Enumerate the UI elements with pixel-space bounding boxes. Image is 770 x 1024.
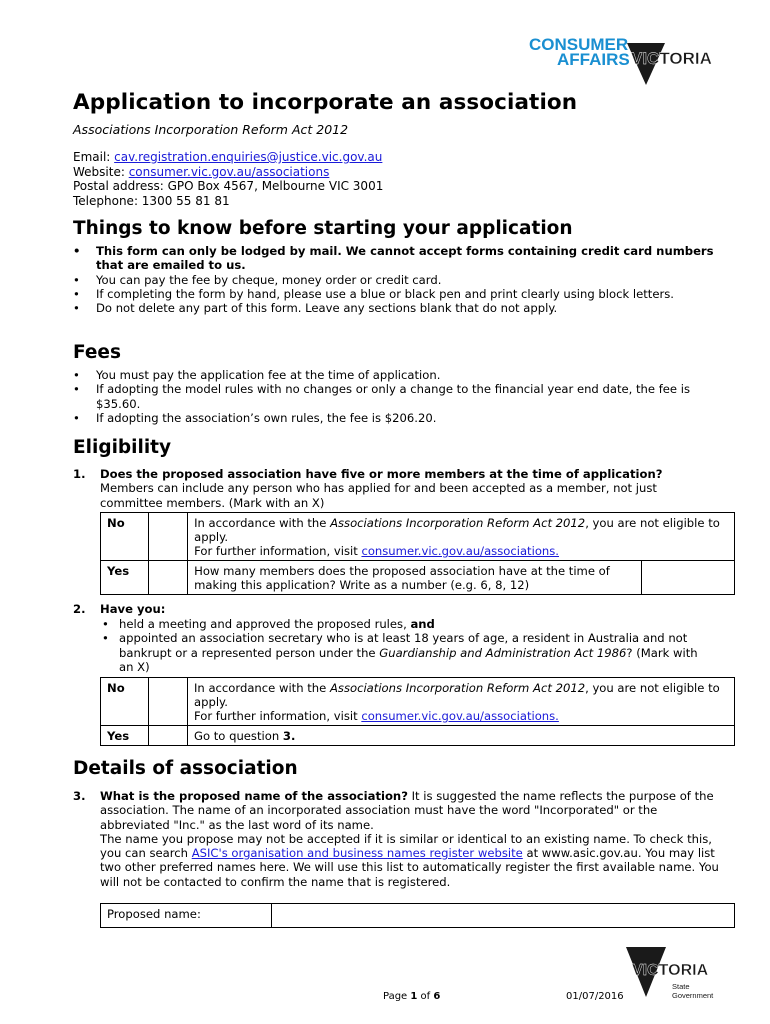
victoria-state-government-logo (626, 945, 730, 1003)
list-item: • appointed an association secretary who is at least 18 years of age, a resident in Australia and not bankrupt or a represented person under the Guardianship and Administration Act 1986? (Mark with an X) (100, 631, 710, 674)
q1-yes-question: How many members does the proposed association have at the time of making this application? Write as a number (e.g. 6, 8, 12) (188, 561, 642, 595)
logo-line-affairs: AFFAIRS (557, 50, 630, 69)
consumer-affairs-victoria-logo (527, 33, 727, 88)
act-subtitle: Associations Incorporation Reform Act 2012 (73, 122, 349, 137)
contact-block (73, 150, 383, 208)
q2-no-checkbox[interactable] (149, 678, 188, 726)
proposed-name-table (100, 903, 735, 928)
contact-website-row: Website: consumer.vic.gov.au/associations (73, 164, 330, 179)
q2-yes-label: Yes (101, 726, 149, 746)
fees-heading: Fees (73, 342, 121, 363)
question-1-number: 1. (73, 467, 86, 481)
things-heading: Things to know before starting your application (73, 218, 573, 239)
list-item: • If adopting the model rules with no changes or only a change to the financial year end date, the fee is $35.60. (73, 382, 728, 411)
asic-register-link[interactable]: ASIC's organisation and business names register website (191, 846, 523, 861)
question-1-text: Does the proposed association have five or more members at the time of application? Members can include any person who has applied for and been accepted as a member, not just committee members. (Mark with an X) (100, 467, 663, 510)
eligibility-heading: Eligibility (73, 437, 172, 458)
q2-no-info: In accordance with the Associations Incorporation Reform Act 2012, you are not eligible to apply. For further information, visit consumer.vic.gov.au/associations. (188, 678, 735, 726)
website-link[interactable]: consumer.vic.gov.au/associations (128, 164, 330, 179)
list-item: • You must pay the application fee at the time of application. (73, 368, 728, 382)
list-item: • Do not delete any part of this form. Leave any sections blank that do not apply. (73, 301, 728, 315)
contact-postal: Postal address: GPO Box 4567, Melbourne VIC 3001 (73, 179, 384, 193)
question-2-options (100, 677, 735, 746)
list-item: • If adopting the association’s own rules, the fee is $206.20. (73, 411, 728, 425)
proposed-name-label: Proposed name: (101, 904, 272, 928)
consumer-vic-link[interactable]: consumer.vic.gov.au/associations. (361, 544, 559, 558)
q2-no-label: No (101, 678, 149, 726)
logo-line-victoria: VICTORIA (631, 49, 712, 68)
member-count-input[interactable] (641, 561, 734, 595)
contact-email-row: Email: cav.registration.enquiries@justice.vic.gov.au (73, 150, 383, 164)
things-list (73, 244, 728, 315)
list-item: • This form can only be lodged by mail. We cannot accept forms containing credit card numbers that are emailed to us. (73, 244, 728, 273)
question-2-text: Have you: (100, 602, 166, 616)
q2-yes-info: Go to question 3. (188, 726, 735, 746)
page-title: Application to incorporate an association (73, 90, 578, 115)
question-1-options (100, 512, 735, 595)
q1-no-label: No (101, 513, 149, 561)
question-3-number: 3. (73, 789, 86, 803)
consumer-vic-link[interactable]: consumer.vic.gov.au/associations. (361, 709, 559, 723)
q2-yes-checkbox[interactable] (149, 726, 188, 746)
q1-yes-label: Yes (101, 561, 149, 595)
logo-victoria-word: VICTORIA (632, 962, 709, 979)
list-item: • You can pay the fee by cheque, money order or credit card. (73, 273, 728, 287)
q1-no-checkbox[interactable] (149, 513, 188, 561)
logo-line-consumer: CONSUMER (529, 35, 629, 54)
details-heading: Details of association (73, 758, 298, 779)
fees-list (73, 368, 728, 425)
question-2-list (100, 617, 710, 674)
list-item: • held a meeting and approved the proposed rules, and (100, 617, 710, 631)
form-date: 01/07/2016 (566, 991, 624, 1002)
list-item: • If completing the form by hand, please use a blue or black pen and print clearly using block letters. (73, 287, 728, 301)
logo-government: Government (672, 991, 714, 1000)
q1-no-info: In accordance with the Associations Incorporation Reform Act 2012, you are not eligible to apply. For further information, visit consumer.vic.gov.au/associations. (188, 513, 735, 561)
question-2-number: 2. (73, 602, 86, 616)
proposed-name-input[interactable] (272, 904, 735, 928)
question-3-text: What is the proposed name of the association? It is suggested the name reflects the purpose of the association. The name of an incorporated association must have the word "Incorporated" or the abbreviated "Inc." as the last word of its name. The name you propose may not be accepted if it is similar or identical to an existing name. To check this, you can search ASIC's organisation and business names register website at www.asic.gov.au. You may list two other preferred names here. We will use this list to automatically register the first available name. You will not be contacted to confirm the name that is registered. (100, 789, 719, 889)
logo-state: State (672, 982, 690, 991)
email-link[interactable]: cav.registration.enquiries@justice.vic.gov.au (114, 150, 383, 164)
q1-yes-checkbox[interactable] (149, 561, 188, 595)
page-number: Page 1 of 6 (383, 991, 441, 1002)
contact-telephone: Telephone: 1300 55 81 81 (73, 193, 230, 208)
